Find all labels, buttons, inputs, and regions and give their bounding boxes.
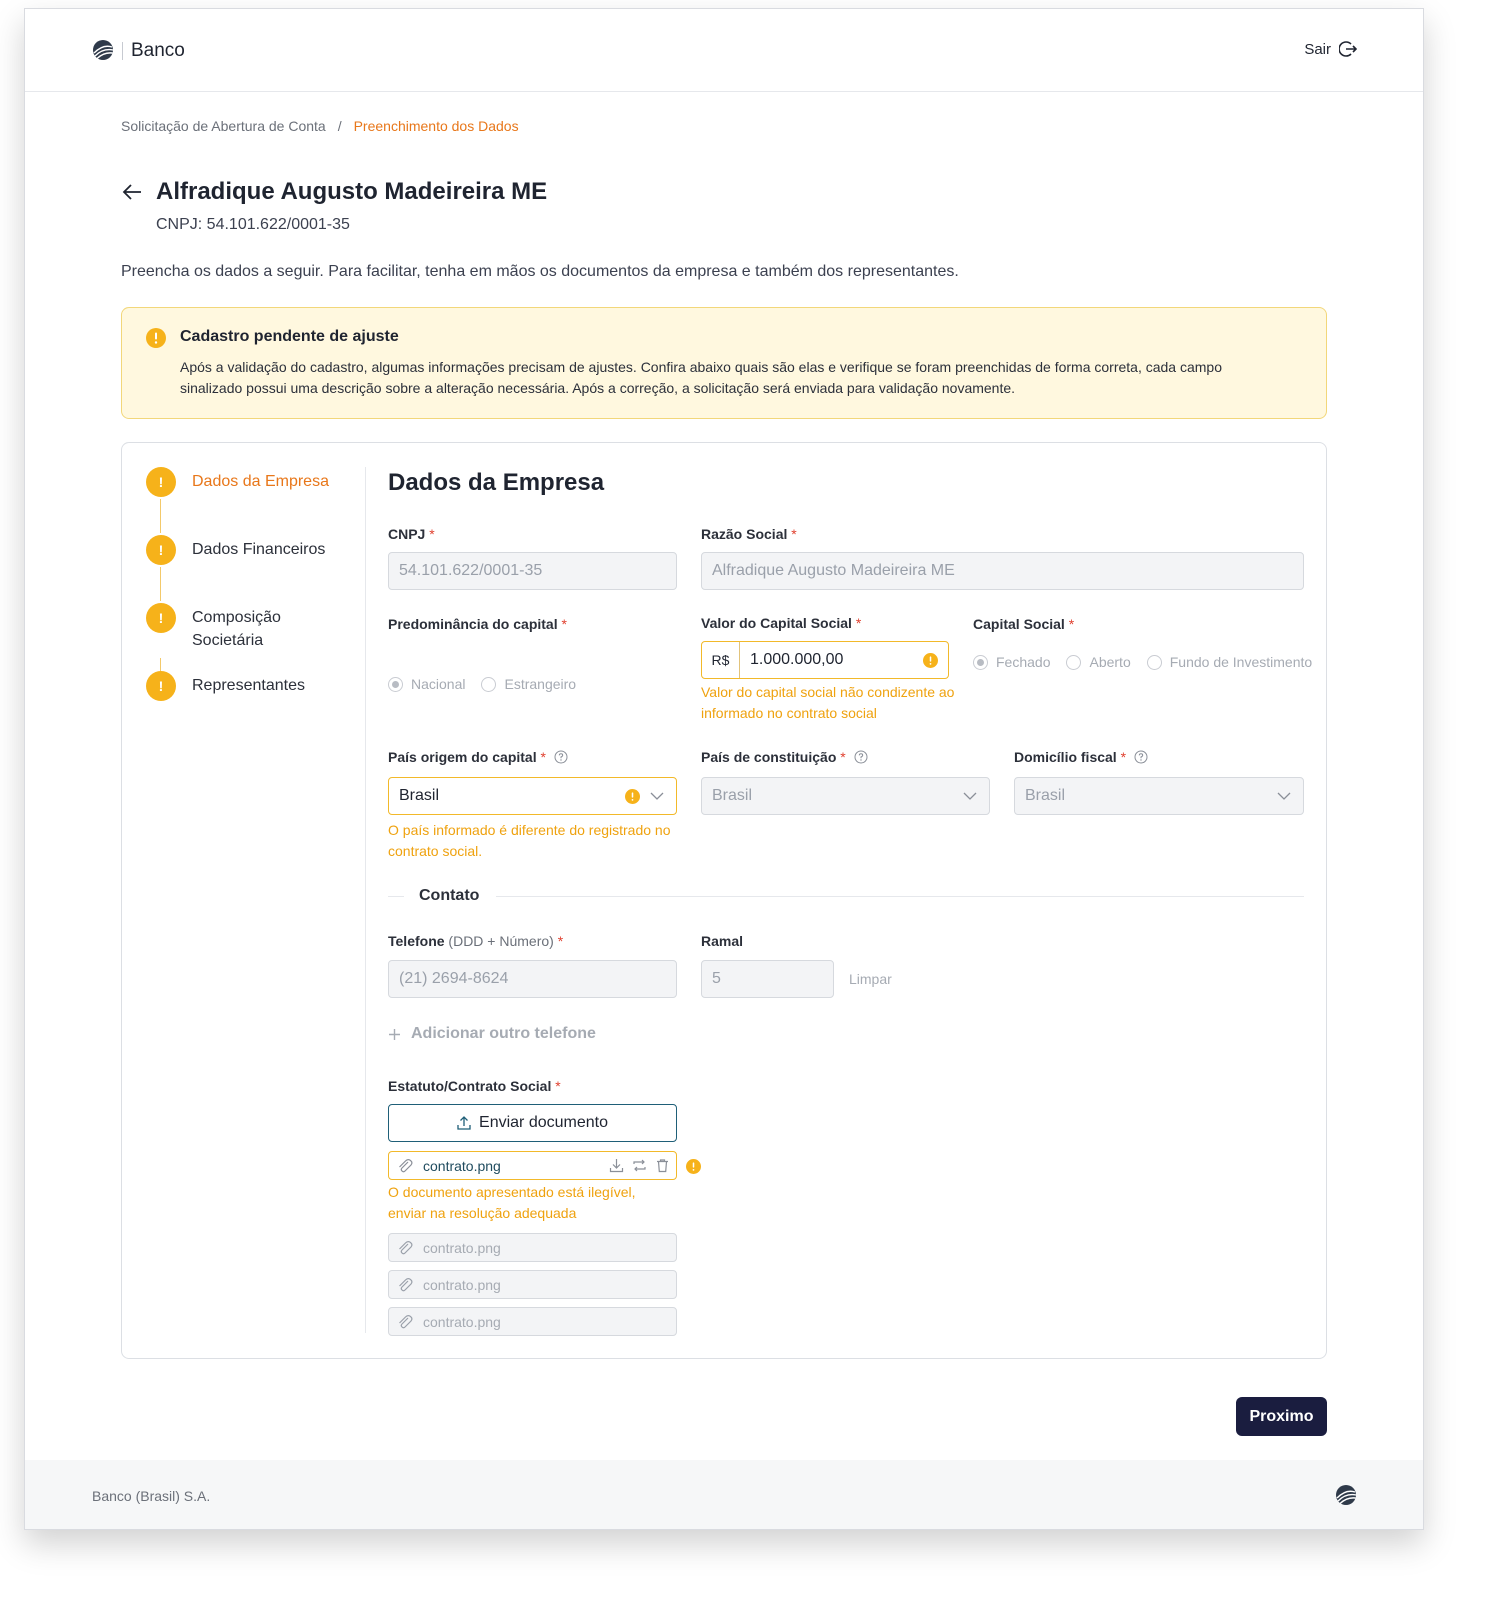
alert-title: Cadastro pendente de ajuste — [180, 328, 399, 345]
help-icon[interactable] — [854, 750, 868, 764]
pais-constituicao-label-text: País de constituição — [701, 749, 837, 765]
contact-section-title: Contato — [419, 887, 480, 904]
step-representantes[interactable] — [146, 671, 305, 701]
required-mark: * — [1068, 616, 1075, 632]
pais-constituicao-select[interactable] — [701, 777, 990, 815]
required-mark: * — [429, 526, 435, 542]
cnpj-label-text: CNPJ — [388, 526, 426, 542]
radio-circle — [1066, 655, 1081, 670]
domicilio-fiscal-select[interactable] — [1014, 777, 1304, 815]
company-cnpj: CNPJ: 54.101.622/0001-35 — [156, 216, 350, 233]
required-mark: * — [555, 1078, 561, 1094]
breadcrumb-root[interactable]: Solicitação de Abertura de Conta — [121, 118, 326, 134]
required-mark: * — [791, 526, 797, 542]
bank-logo-icon — [1335, 1484, 1357, 1506]
radio-label: Fechado — [996, 654, 1051, 670]
valor-capital-error: Valor do capital social não condizente ao informado no contrato social — [701, 684, 955, 721]
required-mark: * — [855, 615, 862, 631]
required-mark: * — [561, 616, 567, 632]
domicilio-fiscal-value: Brasil — [1025, 787, 1066, 804]
section-divider — [388, 896, 404, 897]
help-icon[interactable] — [554, 750, 568, 764]
pais-origem-error: O país informado é diferente do registrado no contrato social. — [388, 822, 671, 859]
estatuto-error: O documento apresentado está ilegível, enviar na resolução adequada — [388, 1184, 636, 1221]
step-warning-marker: ! — [146, 467, 176, 497]
radio-label: Nacional — [411, 676, 466, 692]
chevron-down-icon — [1277, 789, 1291, 803]
add-phone-button[interactable] — [388, 1025, 596, 1043]
section-title: Dados da Empresa — [388, 469, 605, 496]
footer-text: Banco (Brasil) S.A. — [92, 1488, 211, 1504]
file-item[interactable] — [388, 1307, 677, 1336]
ramal-label — [701, 933, 743, 949]
razao-social-field[interactable] — [701, 552, 1304, 590]
replace-icon[interactable] — [632, 1158, 647, 1173]
section-divider — [496, 896, 1304, 897]
logo-divider — [122, 42, 123, 60]
warning-icon — [146, 328, 166, 348]
domicilio-fiscal-label — [1014, 749, 1148, 765]
chevron-down-icon — [963, 789, 977, 803]
telefone-field[interactable] — [388, 960, 677, 998]
telefone-label-text: Telefone — [388, 933, 445, 949]
paperclip-icon — [397, 1158, 413, 1174]
ramal-field[interactable] — [701, 960, 834, 998]
logout-button[interactable] — [1304, 40, 1357, 58]
capital-social-label — [973, 616, 1074, 632]
form-panel — [121, 442, 1327, 1359]
file-name: contrato.png — [423, 1313, 501, 1330]
warning-icon — [686, 1159, 701, 1174]
file-name: contrato.png — [423, 1276, 501, 1293]
radio-label: Aberto — [1089, 654, 1131, 670]
logout-icon — [1339, 40, 1357, 58]
paperclip-icon — [397, 1314, 413, 1330]
valor-capital-value: 1.000.000,00 — [750, 651, 844, 668]
step-dados-financeiros[interactable] — [146, 535, 325, 565]
ramal-value: 5 — [712, 970, 721, 987]
radio-circle — [973, 655, 988, 670]
step-dados-empresa[interactable] — [146, 467, 329, 497]
razao-social-value: Alfradique Augusto Madeireira ME — [712, 562, 955, 579]
valor-capital-label — [701, 615, 861, 631]
domicilio-fiscal-label-text: Domicílio fiscal — [1014, 749, 1117, 765]
pais-origem-label — [388, 749, 568, 765]
cnpj-value: 54.101.622/0001-35 — [399, 562, 543, 579]
cnpj-label — [388, 526, 435, 542]
radio-circle — [1147, 655, 1162, 670]
telefone-value: (21) 2694-8624 — [399, 970, 509, 987]
clear-phone-button[interactable]: Limpar — [849, 971, 892, 987]
upload-icon — [457, 1116, 471, 1130]
file-name: contrato.png — [423, 1157, 501, 1174]
warning-icon — [923, 653, 938, 668]
pais-origem-label-text: País origem do capital — [388, 749, 537, 765]
currency-prefix: R$ — [702, 642, 740, 678]
paperclip-icon — [397, 1240, 413, 1256]
logout-label: Sair — [1304, 40, 1331, 58]
page-card — [24, 8, 1424, 1530]
required-mark: * — [840, 749, 846, 765]
radio-aberto[interactable] — [1066, 654, 1130, 670]
chevron-down-icon — [650, 789, 664, 803]
next-button[interactable]: Proximo — [1236, 1397, 1327, 1436]
add-phone-label: Adicionar outro telefone — [411, 1025, 596, 1042]
upload-document-button[interactable] — [388, 1104, 677, 1142]
paperclip-icon — [397, 1277, 413, 1293]
valor-capital-label-text: Valor do Capital Social — [701, 615, 852, 631]
radio-circle — [388, 677, 403, 692]
radio-fundo-investimento[interactable] — [1147, 654, 1312, 670]
breadcrumb — [121, 118, 519, 134]
razao-social-label-text: Razão Social — [701, 526, 788, 542]
bank-logo-icon — [92, 39, 114, 61]
step-label: Composição Societária — [192, 609, 281, 649]
predominancia-label — [388, 616, 567, 632]
brand-name: Banco — [131, 40, 185, 61]
footer — [25, 1460, 1423, 1530]
cnpj-field[interactable] — [388, 552, 677, 590]
file-item[interactable] — [388, 1151, 677, 1180]
step-connector — [160, 499, 161, 533]
telefone-hint: (DDD + Número) — [448, 933, 554, 949]
upload-label: Enviar documento — [479, 1114, 608, 1131]
alert-text: Após a validação do cadastro, algumas informações precisam de ajustes. Confira abaixo quais são elas e verifique se foram preenchidas de forma correta, cada campo sinalizado possui uma descrição sobre a alteração necessária. Após a correção, a solicitação será enviada para validação novamente. — [180, 359, 1223, 396]
radio-nacional[interactable] — [388, 676, 465, 692]
file-actions — [609, 1158, 670, 1173]
capital-social-radio-group — [973, 654, 1312, 670]
ramal-label-text: Ramal — [701, 933, 744, 949]
radio-circle — [481, 677, 496, 692]
predominancia-radio-group — [388, 676, 576, 692]
plus-icon — [388, 1028, 401, 1041]
radio-label: Fundo de Investimento — [1169, 654, 1313, 670]
pais-origem-select[interactable] — [388, 777, 677, 815]
valor-capital-field[interactable] — [701, 641, 949, 679]
file-name: contrato.png — [423, 1239, 501, 1256]
page-title: Alfradique Augusto Madeireira ME — [156, 178, 548, 205]
required-mark: * — [1120, 749, 1127, 765]
top-bar — [25, 9, 1423, 92]
step-connector — [160, 567, 161, 601]
pais-constituicao-value: Brasil — [712, 787, 753, 804]
breadcrumb-current: Preenchimento dos Dados — [353, 118, 519, 134]
help-icon[interactable] — [1134, 750, 1148, 764]
download-icon[interactable] — [609, 1158, 624, 1173]
breadcrumb-separator: / — [337, 118, 342, 134]
predominancia-label-text: Predominância do capital — [388, 616, 558, 632]
file-item[interactable] — [388, 1233, 677, 1262]
back-arrow-icon[interactable] — [121, 181, 143, 203]
step-label: Dados Financeiros — [192, 541, 326, 558]
required-mark: * — [557, 933, 564, 949]
razao-social-label — [701, 526, 797, 542]
vertical-divider — [365, 467, 366, 1333]
radio-estrangeiro[interactable] — [481, 676, 576, 692]
step-warning-marker: ! — [146, 535, 176, 565]
intro-text: Preencha os dados a seguir. Para facilitar, tenha em mãos os documentos da empresa e também dos representantes. — [121, 263, 959, 280]
pais-constituicao-label — [701, 749, 868, 765]
capital-social-label-text: Capital Social — [973, 616, 1065, 632]
step-warning-marker: ! — [146, 671, 176, 701]
step-composicao-societaria[interactable] — [146, 603, 312, 652]
file-item[interactable] — [388, 1270, 677, 1299]
pending-adjustment-alert — [121, 307, 1327, 419]
estatuto-label-text: Estatuto/Contrato Social — [388, 1078, 552, 1094]
estatuto-label — [388, 1078, 561, 1094]
step-warning-marker: ! — [146, 603, 176, 633]
radio-label: Estrangeiro — [504, 676, 577, 692]
telefone-label — [388, 933, 563, 949]
step-label: Representantes — [192, 677, 305, 694]
required-mark: * — [540, 749, 546, 765]
trash-icon[interactable] — [655, 1158, 670, 1173]
radio-fechado[interactable] — [973, 654, 1050, 670]
step-label: Dados da Empresa — [192, 473, 329, 490]
pais-origem-value: Brasil — [399, 787, 440, 804]
warning-icon — [625, 789, 640, 804]
